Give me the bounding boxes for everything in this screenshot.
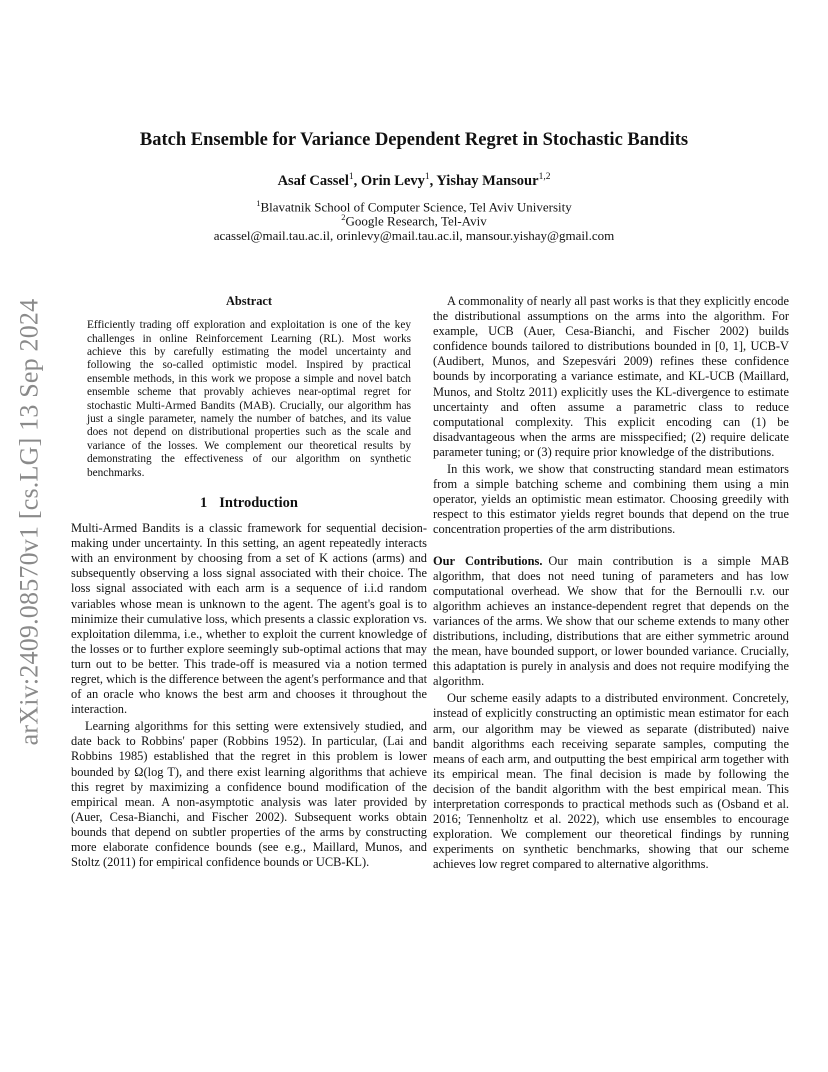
- author-name: Orin Levy: [360, 172, 425, 189]
- author-list: [0, 172, 828, 190]
- left-column: [71, 294, 427, 870]
- contributions-paragraph: [433, 554, 789, 690]
- affiliation-mark: 2: [341, 212, 346, 222]
- section-title: Introduction: [219, 494, 298, 511]
- right-column: [433, 294, 789, 872]
- body-paragraph: Our scheme easily adapts to a distributed environment. Concretely, instead of explicitly constructing an optimistic mean estimator for each arm, our algorithm may be viewed as separate (distributed) naive bandit algorithms each receiving separate samples, computing the means of each arm, and outputting the best empirical arm together with its empirical mean. The final decision is made by following the decision of the bandit algorithm with the best empirical mean. This interpretation corresponds to practical methods such as (Osband et al. 2016; Tennenholtz et al. 2022), which use ensembles to encourage exploration. We complement our theoretical findings by running experiments on synthetic benchmarks, showing that our scheme achieves low regret compared to alternative algorithms.: [433, 691, 789, 872]
- affiliation-text: Google Research, Tel-Aviv: [345, 213, 487, 229]
- intro-paragraph: Learning algorithms for this setting were extensively studied, and date back to Robbins' paper (Robbins 1952). In particular, (Lai and Robbins 1985) established that the regret in this problem is lower bounded by Ω(log T), and there exist learning algorithms that achieve this regret by maximizing a confidence bound modification of the empirical mean. A non-asymptotic analysis was later provided by (Auer, Cesa-Bianchi, and Fischer 2002). Subsequent works obtain bounds that depend on subtler properties of the arms by constructing more elaborate confidence bounds (see e.g., Maillard, Munos, and Stoltz (2011) for empirical confidence bounds or UCB-KL).: [71, 719, 427, 870]
- body-paragraph: In this work, we show that constructing standard mean estimators from a simple batching scheme and combining them using a min operator, yields an optimistic mean estimator. Choosing greedily with respect to this estimator yields regret bounds that depend on the true concentration properties of the arm distributions.: [433, 462, 789, 537]
- intro-paragraph: Multi-Armed Bandits is a classic framework for sequential decision-making under uncertainty. In this setting, an agent repeatedly interacts with an environment by choosing from a set of K actions (arms) and subsequently observing a loss signal associated with their choice. The loss signal associated with each arm is a sequence of i.i.d random variables whose mean is unknown to the agent. The agent's goal is to minimize their cumulative loss, which presents a classic exploration vs. exploitation dilemma, i.e., whether to exploit the current knowledge of the losses or to further explore seemingly sub-optimal actions that may turn out to be better. This trade-off is measured via a notion termed regret, which is the difference between the agent's performance and that of an oracle who knows the best arm and chooses it throughout the interaction.: [71, 521, 428, 717]
- paper-title: Batch Ensemble for Variance Dependent Regret in Stochastic Bandits: [139, 130, 689, 150]
- author-affiliation-mark: 1,2: [538, 172, 551, 182]
- author-separator: ,: [353, 172, 361, 189]
- abstract-text: Efficiently trading off exploration and exploitation is one of the key challenges in online Reinforcement Learning (RL). Most works achieve this by carefully estimating the model uncertainty and following the so-called optimistic model. Inspired by practical ensemble methods, in this work we propose a simple and novel batch ensemble scheme that provably achieves near-optimal regret for stochastic Multi-Armed Bandits (MAB). Crucially, our algorithm has just a single parameter, namely the number of batches, and its value does not depend on distributional properties such as the scale and variance of the losses. We complement our theoretical results by demonstrating the effectiveness of our algorithm on synthetic benchmarks.: [87, 319, 411, 479]
- contributions-text: Our main contribution is a simple MAB algorithm, that does not need tuning of parameters and has low computational overhead. We show that for the Bernoulli r.v. our algorithm achieves an instance-dependent regret that depends on the variances of the arms. We show that our scheme extends to many other distributions, including, distributions that are either symmetric around the mean, have bounded support, or lower bounded variance. Crucially, this adaptation is purely in analysis and does not require modifying the algorithm.: [433, 553, 789, 689]
- author-emails: acassel@mail.tau.ac.il, orinlevy@mail.tau.ac.il, mansour.yishay@gmail.com: [213, 228, 615, 243]
- author-name: Yishay Mansour: [436, 172, 539, 189]
- contributions-heading: Our Contributions.: [433, 553, 543, 568]
- author-affiliation-mark: 1: [348, 172, 354, 182]
- affiliation-text: Blavatnik School of Computer Science, Tel Aviv University: [260, 199, 572, 215]
- author-name: Asaf Cassel: [277, 172, 349, 189]
- paragraph-spacer: [433, 538, 789, 554]
- author-separator: ,: [429, 172, 437, 189]
- section-heading-introduction: [71, 496, 427, 511]
- arxiv-identifier: arXiv:2409.08570v1 [cs.LG] 13 Sep 2024: [14, 298, 43, 746]
- body-paragraph: A commonality of nearly all past works is that they explicitly encode the distributional assumptions on the arms into the algorithm. For example, UCB (Auer, Cesa-Bianchi, and Fischer 2002) builds confidence bounds tailored to distributions bounded in [0, 1], UCB-V (Audibert, Munos, and Szepesvári 2009) refines these confidence bounds by incorporating a variance estimate, and KL-UCB (Maillard, Munos, and Stoltz 2011) explicitly uses the KL-divergence to estimate uncertainty and often assume a parametric class to reduce computational complexity. This explicit encoding can (1) be disadvantageous when the arms are misspecified; (2) require delicate parameter tuning; or (3) require prior knowledge of the distributions.: [433, 294, 789, 459]
- section-number: 1: [200, 494, 208, 511]
- affiliation-line: [0, 212, 828, 229]
- arxiv-side-stamp: [6, 286, 52, 758]
- abstract-heading: Abstract: [225, 294, 273, 308]
- author-affiliation-mark: 1: [424, 172, 430, 182]
- affiliation-mark: 1: [256, 198, 261, 208]
